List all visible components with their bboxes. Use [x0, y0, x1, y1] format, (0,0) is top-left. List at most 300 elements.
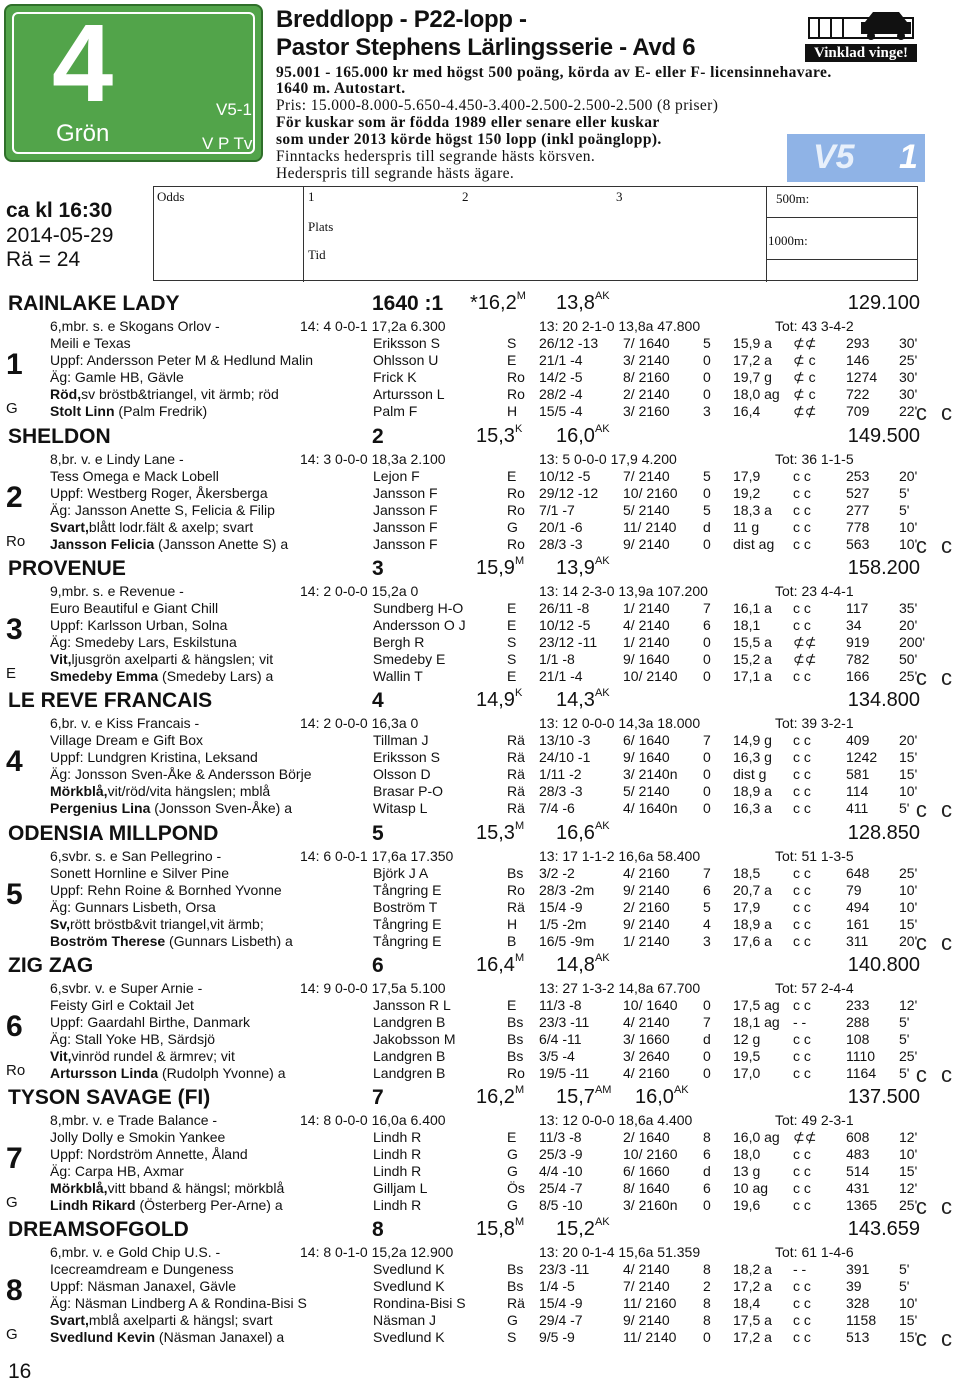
race-prize: 200': [899, 634, 926, 650]
horse-info: Äg: Carpa HB, Axmar: [50, 1163, 184, 1179]
race-vp: V P Tv: [202, 134, 253, 153]
horse-summary-cell: 13: 20 0-1-4 15,6a 51.359: [539, 1244, 701, 1260]
race-date: 19/5 -11: [539, 1065, 590, 1081]
record-2-type: AK: [594, 290, 610, 302]
horse-row: [0, 634, 960, 651]
horse-row: [0, 318, 960, 335]
horse-start-pos: 2: [372, 425, 384, 448]
race-time: 17,5 a: [733, 1312, 772, 1328]
horse-row: [0, 536, 960, 553]
race-spor: 6: [703, 617, 711, 633]
race-prize: 5': [899, 1261, 910, 1277]
horse-name: SHELDON: [8, 425, 111, 448]
place3-label: 3: [616, 189, 623, 204]
race-odds: 1158: [846, 1312, 877, 1328]
race-shoes: ⊄⊄: [793, 403, 817, 419]
horse-summary-cell: 14: 8 0-1-0 15,2a 12.900: [300, 1244, 454, 1260]
horse-record-1: [470, 292, 526, 315]
race-shoes: c c: [793, 600, 811, 616]
race-date: 1/5 -2m: [539, 916, 587, 932]
horse-row: [0, 1129, 960, 1146]
race-driver: Jansson F: [373, 485, 438, 501]
horse-name: ZIG ZAG: [8, 954, 94, 977]
horse-row: [0, 800, 960, 817]
place2-label: 2: [462, 189, 469, 204]
race-spor: 3: [703, 933, 711, 949]
horse-prize: 137.500: [847, 1086, 920, 1108]
race-prize: 10': [899, 1295, 918, 1311]
horse-row: [0, 1312, 960, 1329]
race-prize: 10': [899, 899, 918, 915]
race-driver: Rondina-Bisi S: [373, 1295, 466, 1311]
horse-record-3: [635, 1086, 689, 1109]
race-placing: 8/ 2160: [623, 369, 670, 385]
race-time: 18,3 a: [733, 502, 772, 518]
race-spor: 5: [703, 335, 711, 351]
race-odds: 782: [846, 651, 870, 667]
race-driver: Lejon F: [373, 468, 420, 484]
race-time: dist g: [733, 766, 767, 782]
odds-box: [153, 186, 918, 281]
horse-row: [0, 502, 960, 519]
race-prize: 15': [899, 749, 918, 765]
race-date: 23/3 -11: [539, 1261, 590, 1277]
race-time: 18,9 a: [733, 783, 772, 799]
record-1-type: M: [514, 820, 525, 832]
race-odds: 513: [846, 1329, 870, 1345]
race-placing: 11/ 2160: [623, 1295, 677, 1311]
horse-row: [0, 916, 960, 933]
race-odds: 233: [846, 997, 870, 1013]
race-placing: 4/ 2160: [623, 865, 670, 881]
horse-info: Äg: Stall Yoke HB, Särdsjö: [50, 1031, 215, 1047]
race-placing: 2/ 2140: [623, 386, 670, 402]
record-1-value: *16,2: [470, 292, 517, 314]
race-placing: 9/ 1640: [623, 651, 670, 667]
horse-prize: 128.850: [847, 822, 920, 844]
horse-block: [0, 555, 960, 690]
record-1-type: M: [514, 952, 525, 964]
race-track: Ös: [507, 1180, 525, 1196]
race-time: 18,2 a: [733, 1261, 772, 1277]
horse-info: Village Dream e Gift Box: [50, 732, 204, 748]
race-driver: Svedlund K: [373, 1278, 445, 1294]
race-spor: 7: [703, 732, 711, 748]
race-driver: Landgren B: [373, 1048, 446, 1064]
race-prize: 12': [899, 1129, 918, 1145]
horse-row: [0, 335, 960, 352]
horse-prize: 140.800: [847, 954, 920, 976]
race-shoes: ⊄ c: [793, 352, 816, 368]
race-number: 4: [52, 2, 112, 125]
race-driver: Landgren B: [373, 1065, 446, 1081]
race-prize: 5': [899, 1065, 910, 1081]
horse-record-1: [476, 557, 524, 580]
race-driver: Palm F: [373, 403, 418, 419]
horse-info: Uppf: Nordström Annette, Åland: [50, 1146, 248, 1162]
race-time: 17,1 a: [733, 668, 772, 684]
shoe-icon: c c: [915, 930, 956, 955]
horse-summary-cell: 8,mbr. v. e Trade Balance -: [50, 1112, 218, 1128]
record-2-value: 16,6: [556, 822, 595, 844]
race-shoes: c c: [793, 800, 811, 816]
race-odds: 328: [846, 1295, 870, 1311]
horse-block: [0, 1084, 960, 1219]
race-shoes: c c: [793, 468, 811, 484]
horse-summary-cell: 8,br. v. e Lindy Lane -: [50, 451, 184, 467]
horse-info: Äg: Gamle HB, Gävle: [50, 369, 184, 385]
horse-lane: E: [6, 665, 17, 682]
race-spor: 2: [703, 1278, 711, 1294]
race-spor: 0: [703, 766, 711, 782]
race-shoes: - -: [793, 1261, 807, 1277]
race-date: 15/4 -9: [539, 1295, 583, 1311]
race-driver: Sundberg H-O: [373, 600, 464, 616]
race-shoes: c c: [793, 668, 811, 684]
race-spor: 5: [703, 468, 711, 484]
race-time: 16,3 a: [733, 800, 772, 816]
race-date: 7/1 -7: [539, 502, 575, 518]
race-track: Rä: [507, 1295, 525, 1311]
conditions-4: som under 2013 körde högst 150 lopp (inkl poänglopp).: [276, 131, 662, 148]
race-shoes: c c: [793, 766, 811, 782]
race-track: Bs: [507, 1031, 524, 1047]
race-placing: 10/ 1640: [623, 997, 678, 1013]
race-track: G: [507, 1146, 518, 1162]
race-title-1: Breddlopp - P22-lopp -: [276, 6, 527, 33]
horse-info: Äg: Jansson Anette S, Felicia & Filip: [50, 502, 275, 518]
horse-record-2: [556, 689, 610, 712]
horse-info: Uppf: Rehn Roine & Bornhed Yvonne: [50, 882, 282, 898]
race-spor: 0: [703, 536, 711, 552]
horse-row: [0, 1031, 960, 1048]
race-title-2: Pastor Stephens Lärlingsserie - Avd 6: [276, 34, 696, 61]
horse-summary-cell: 14: 6 0-0-1 17,6a 17.350: [300, 848, 454, 864]
conditions-5: Finntacks hederspris till segrande hästs körsven.: [276, 148, 596, 165]
race-date: 3/5 -4: [539, 1048, 575, 1064]
race-date: 28/3 -2m: [539, 882, 595, 898]
record-1-type: M: [514, 1216, 525, 1228]
race-date: 13/10 -3: [539, 732, 591, 748]
race-shoes: c c: [793, 1329, 811, 1345]
race-time: 16,0 ag: [733, 1129, 780, 1145]
race-prize: 30': [899, 335, 918, 351]
race-track: Rä: [507, 899, 525, 915]
race-spor: 6: [703, 882, 711, 898]
race-driver: Lindh R: [373, 1197, 422, 1213]
race-track: E: [507, 1129, 517, 1145]
horse-record-2: [556, 822, 610, 845]
race-placing: 3/ 2640: [623, 1048, 670, 1064]
race-time: 17,5 ag: [733, 997, 780, 1013]
horse-row: [0, 651, 960, 668]
horse-record-2: [556, 954, 610, 977]
horse-record-1: [476, 954, 524, 977]
race-shoes: c c: [793, 1312, 811, 1328]
race-color: Grön: [56, 120, 110, 147]
race-ra: Rä = 24: [6, 248, 81, 271]
race-shoes: c c: [793, 997, 811, 1013]
race-placing: 11/ 2140: [623, 519, 677, 535]
race-driver: Tillman J: [373, 732, 429, 748]
race-track: Ro: [507, 1065, 525, 1081]
race-driver: Tångring E: [373, 916, 442, 932]
race-placing: 1/ 2140: [623, 600, 670, 616]
horse-summary-cell: 6,mbr. s. e Skogans Orlov -: [50, 318, 220, 334]
shoe-icon: c c: [915, 797, 956, 822]
race-driver: Tångring E: [373, 882, 442, 898]
horse-row: [0, 1197, 960, 1214]
horse-info: Svart,blått lodr.fält & axelp; svart: [50, 519, 254, 535]
race-track: H: [507, 916, 518, 932]
record-2-value: 15,7: [556, 1086, 595, 1108]
race-driver: Olsson D: [373, 766, 431, 782]
horse-summary-cell: Tot: 23 4-4-1: [775, 583, 854, 599]
race-spor: 8: [703, 1261, 711, 1277]
race-placing: 3/ 2160: [623, 403, 670, 419]
horse-summary-cell: 13: 20 2-1-0 13,8a 47.800: [539, 318, 701, 334]
race-date: 16/5 -9m: [539, 933, 595, 949]
race-driver: Boström T: [373, 899, 438, 915]
record-1-type: K: [514, 423, 523, 435]
race-placing: 3/ 1660: [623, 1031, 670, 1047]
race-driver: Lindh R: [373, 1129, 422, 1145]
race-placing: 10/ 2160: [623, 1146, 678, 1162]
horse-summary-cell: Tot: 43 3-4-2: [775, 318, 854, 334]
race-date: 26/12 -13: [539, 335, 599, 351]
race-track: G: [507, 1197, 518, 1213]
shoe-icon: c c: [915, 400, 956, 425]
race-driver: Andersson O J: [373, 617, 466, 633]
record-2-value: 13,9: [556, 557, 595, 579]
horse-name: RAINLAKE LADY: [8, 292, 180, 315]
horse-summary-cell: 13: 5 0-0-0 17,9 4.200: [539, 451, 677, 467]
record-1-type: M: [514, 555, 525, 567]
record-2-type: AK: [594, 1216, 610, 1228]
horse-info: Tess Omega e Mack Lobell: [50, 468, 219, 484]
race-placing: 4/ 2140: [623, 617, 670, 633]
horse-prize: 134.800: [847, 689, 920, 711]
record-2-value: 16,0: [556, 425, 595, 447]
race-time: 18,9 a: [733, 916, 772, 932]
vinklad-vinge-label: Vinklad vinge!: [805, 44, 917, 62]
horse-lane: Ro: [6, 533, 26, 550]
horse-info: Äg: Smedeby Lars, Eskilstuna: [50, 634, 237, 650]
race-driver: Eriksson S: [373, 335, 440, 351]
tid-label: Tid: [308, 247, 326, 262]
shoe-icon: c c: [915, 1194, 956, 1219]
race-prize: 5': [899, 1031, 910, 1047]
race-time: 15,9 a: [733, 335, 772, 351]
race-shoes: c c: [793, 882, 811, 898]
horse-row: [0, 1048, 960, 1065]
race-track: E: [507, 600, 517, 616]
car-icon: [805, 8, 917, 44]
race-placing: 1/ 2140: [623, 933, 670, 949]
race-date: 21/1 -4: [539, 352, 583, 368]
horse-info: Mörkblå,vit/röd/vita hängslen; mblå: [50, 783, 271, 799]
horse-summary-cell: 13: 17 1-1-2 16,6a 58.400: [539, 848, 701, 864]
race-time: 18,0 ag: [733, 386, 780, 402]
horse-summary-cell: 6,mbr. v. e Gold Chip U.S. -: [50, 1244, 221, 1260]
horse-info: Stolt Linn (Palm Fredrik): [50, 403, 208, 419]
horse-summary-cell: 14: 9 0-0-0 17,5a 5.100: [300, 980, 446, 996]
horse-record-1: [476, 1086, 524, 1109]
race-odds: 293: [846, 335, 870, 351]
race-shoes: c c: [793, 1180, 811, 1196]
race-spor: 0: [703, 783, 711, 799]
race-shoes: c c: [793, 1278, 811, 1294]
race-placing: 1/ 2140: [623, 634, 670, 650]
race-spor: 0: [703, 1048, 711, 1064]
race-driver: Ohlsson U: [373, 352, 439, 368]
race-number-box: [4, 4, 263, 162]
horse-row: [0, 451, 960, 468]
race-date: 15/4 -9: [539, 899, 583, 915]
race-track: Ro: [507, 536, 525, 552]
race-track: G: [507, 1312, 518, 1328]
race-odds: 483: [846, 1146, 870, 1162]
race-prize: 30': [899, 369, 918, 385]
race-driver: Björk J A: [373, 865, 429, 881]
horse-record-2: [556, 292, 610, 315]
horse-number: 2: [6, 481, 23, 514]
conditions-2: Pris: 15.000-8.000-5.650-4.450-3.400-2.500-2.500-2.500 (8 priser): [276, 97, 719, 114]
horse-row: [0, 1014, 960, 1031]
race-date: 2014-05-29: [6, 224, 114, 247]
race-spor: 7: [703, 1014, 711, 1030]
race-time: 13 g: [733, 1163, 761, 1179]
race-shoes: c c: [793, 1031, 811, 1047]
race-shoes: c c: [793, 617, 811, 633]
race-track: G: [507, 1163, 518, 1179]
horse-summary-cell: Tot: 39 3-2-1: [775, 715, 854, 731]
horse-info: Boström Therese (Gunnars Lisbeth) a: [50, 933, 293, 949]
race-track: Rä: [507, 749, 525, 765]
horse-record-1: [476, 689, 522, 712]
race-driver: Gilljam L: [373, 1180, 428, 1196]
race-spor: 0: [703, 369, 711, 385]
race-date: 28/3 -3: [539, 783, 583, 799]
record-2-value: 14,3: [556, 689, 595, 711]
record-1-value: 14,9: [476, 689, 515, 711]
race-driver: Näsman J: [373, 1312, 437, 1328]
horse-block: [0, 687, 960, 822]
race-placing: 7/ 2140: [623, 1278, 670, 1294]
race-track: S: [507, 634, 517, 650]
horse-summary-cell: 9,mbr. s. e Revenue -: [50, 583, 184, 599]
horse-summary-cell: 13: 14 2-3-0 13,9a 107.200: [539, 583, 708, 599]
race-date: 26/11 -8: [539, 600, 590, 616]
race-time: 14,9 g: [733, 732, 772, 748]
horse-row: [0, 1278, 960, 1295]
race-track: Ro: [507, 502, 525, 518]
race-placing: 9/ 1640: [623, 749, 670, 765]
race-shoes: c c: [793, 1295, 811, 1311]
record-3-value: 16,0: [635, 1086, 674, 1108]
race-track: Bs: [507, 1014, 524, 1030]
race-date: 15/5 -4: [539, 403, 583, 419]
race-date: 29/12 -12: [539, 485, 599, 501]
race-driver: Bergh R: [373, 634, 425, 650]
race-odds: 581: [846, 766, 870, 782]
horse-row: [0, 848, 960, 865]
race-date: 28/2 -4: [539, 386, 583, 402]
race-placing: 5/ 2140: [623, 783, 670, 799]
race-odds: 146: [846, 352, 870, 368]
horse-record-2: [556, 557, 610, 580]
race-odds: 722: [846, 386, 870, 402]
horse-info: Pergenius Lina (Jonsson Sven-Åke) a: [50, 800, 292, 816]
race-placing: 9/ 2140: [623, 536, 670, 552]
horse-start-pos: 8: [372, 1218, 384, 1241]
horse-start-pos: 6: [372, 954, 384, 977]
race-placing: 7/ 1640: [623, 335, 670, 351]
race-track: Ro: [507, 882, 525, 898]
race-date: 1/4 -5: [539, 1278, 575, 1294]
race-date: 23/12 -11: [539, 634, 598, 650]
record-1-value: 16,2: [476, 1086, 515, 1108]
race-prize: 20': [899, 933, 918, 949]
horse-summary-cell: Tot: 51 1-3-5: [775, 848, 854, 864]
race-shoes: ⊄ c: [793, 386, 816, 402]
race-prize: 22': [899, 403, 918, 419]
race-date: 14/2 -5: [539, 369, 583, 385]
race-track: Ro: [507, 386, 525, 402]
horse-row: [0, 1163, 960, 1180]
record-2-value: 13,8: [556, 292, 595, 314]
horse-info: Vit,vinröd rundel & ärmrev; vit: [50, 1048, 235, 1064]
horse-row: [0, 715, 960, 732]
horse-info: Äg: Näsman Lindberg A & Rondina-Bisi S: [50, 1295, 307, 1311]
horse-block: [0, 290, 960, 425]
race-time: 17,0: [733, 1065, 761, 1081]
race-driver: Witasp L: [373, 800, 428, 816]
race-date: 4/4 -10: [539, 1163, 583, 1179]
race-odds: 778: [846, 519, 870, 535]
race-time: 15,2 a: [733, 651, 772, 667]
horse-row: [0, 766, 960, 783]
race-odds: 411: [846, 800, 869, 816]
race-prize: 15': [899, 916, 918, 932]
horse-row: [0, 997, 960, 1014]
race-placing: 4/ 2140: [623, 1261, 670, 1277]
horse-summary-cell: 14: 2 0-0-0 16,3a 0: [300, 715, 419, 731]
race-spor: 4: [703, 916, 711, 932]
race-track: Bs: [507, 865, 524, 881]
race-driver: Jakobsson M: [373, 1031, 456, 1047]
horse-info: Vit,ljusgrön axelparti & hängslen; vit: [50, 651, 274, 667]
horse-name: DREAMSOFGOLD: [8, 1218, 189, 1241]
record-2-type: AK: [594, 423, 610, 435]
horse-number: 4: [6, 745, 23, 778]
race-odds: 277: [846, 502, 870, 518]
race-driver: Artursson L: [373, 386, 445, 402]
horse-row: [0, 933, 960, 950]
vinklad-vinge-badge: [805, 8, 917, 60]
race-placing: 3/ 2140n: [623, 766, 678, 782]
horse-number: 5: [6, 878, 23, 911]
race-spor: 0: [703, 800, 711, 816]
record-1-type: M: [516, 290, 526, 302]
horse-row: [0, 882, 960, 899]
horse-info: Feisty Girl e Coktail Jet: [50, 997, 194, 1013]
race-time: 12 g: [733, 1031, 761, 1047]
horse-summary-cell: 6,svbr. v. e Super Arnie -: [50, 980, 203, 996]
race-spor: 0: [703, 1329, 711, 1345]
horse-row: [0, 732, 960, 749]
horse-info: Meili e Texas: [50, 335, 131, 351]
